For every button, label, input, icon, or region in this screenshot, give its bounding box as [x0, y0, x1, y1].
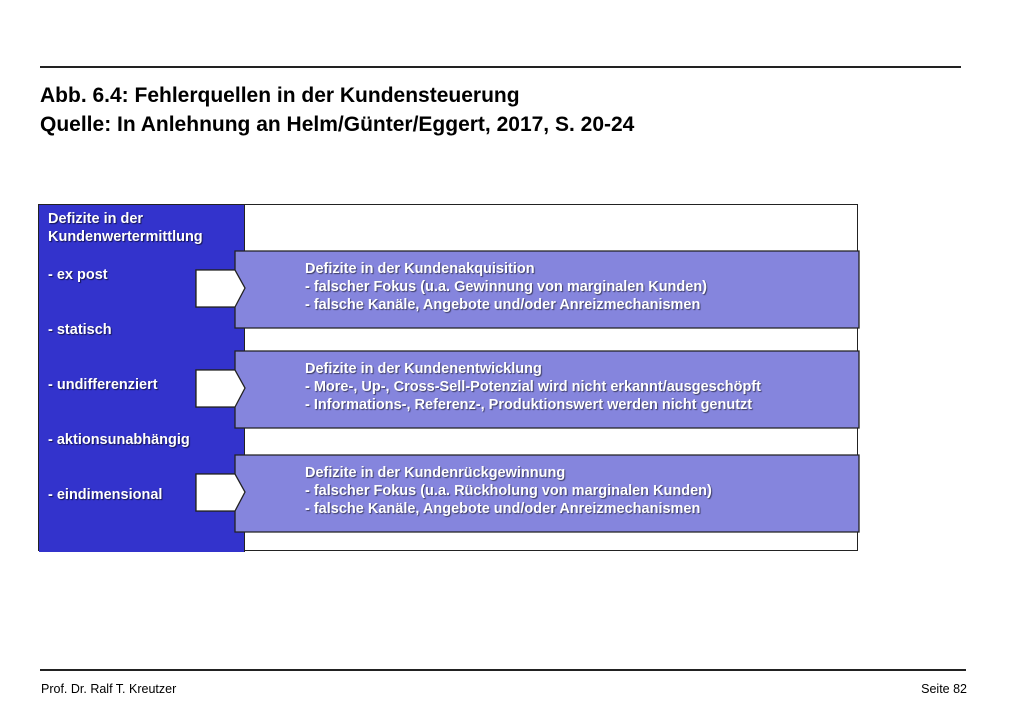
- figure-source: Quelle: In Anlehnung an Helm/Günter/Eggert, 2017, S. 20-24: [40, 113, 635, 136]
- bottom-divider: [40, 669, 966, 671]
- left-panel-item-undifferenziert: - undifferenziert: [48, 377, 158, 393]
- arrow-notch: [196, 474, 245, 511]
- arrow-kundenrueckgewinnung: [195, 454, 861, 534]
- arrow-text-kundenrueckgewinnung: [305, 464, 712, 518]
- arrow-heading: Defizite in der Kundenrückgewinnung: [305, 465, 566, 481]
- left-panel-item-ex-post: - ex post: [48, 267, 108, 283]
- top-divider: [40, 66, 961, 68]
- footer-page-number: Seite 82: [921, 682, 967, 696]
- arrow-heading: Defizite in der Kundenentwicklung: [305, 361, 542, 377]
- arrow-line: - falsche Kanäle, Angebote und/oder Anreizmechanismen: [305, 297, 701, 313]
- figure-title: Abb. 6.4: Fehlerquellen in der Kundensteuerung: [40, 84, 520, 107]
- arrow-text-kundenakquisition: [305, 260, 707, 314]
- arrow-heading: Defizite in der Kundenakquisition: [305, 261, 535, 277]
- arrow-notch: [196, 370, 245, 407]
- left-panel-item-aktionsunabhaengig: - aktionsunabhängig: [48, 432, 190, 448]
- arrow-line: - Informations-, Referenz-, Produktionswert werden nicht genutzt: [305, 397, 753, 413]
- arrow-notch: [196, 270, 245, 307]
- left-panel-heading-line1: Defizite in der: [48, 211, 144, 227]
- arrow-kundenentwicklung: [195, 350, 861, 430]
- arrow-line: - falscher Fokus (u.a. Rückholung von marginalen Kunden): [305, 483, 712, 499]
- left-panel-item-statisch: - statisch: [48, 322, 112, 338]
- left-panel-item-eindimensional: - eindimensional: [48, 487, 163, 503]
- arrow-kundenakquisition: [195, 250, 861, 330]
- arrow-line: - falsche Kanäle, Angebote und/oder Anreizmechanismen: [305, 501, 701, 517]
- left-panel-heading-line2: Kundenwertermittlung: [48, 229, 203, 245]
- arrow-line: - More-, Up-, Cross-Sell-Potenzial wird nicht erkannt/ausgeschöpft: [305, 379, 761, 395]
- arrow-text-kundenentwicklung: [305, 360, 761, 414]
- footer-author: Prof. Dr. Ralf T. Kreutzer: [41, 682, 177, 696]
- arrow-line: - falscher Fokus (u.a. Gewinnung von marginalen Kunden): [305, 279, 708, 295]
